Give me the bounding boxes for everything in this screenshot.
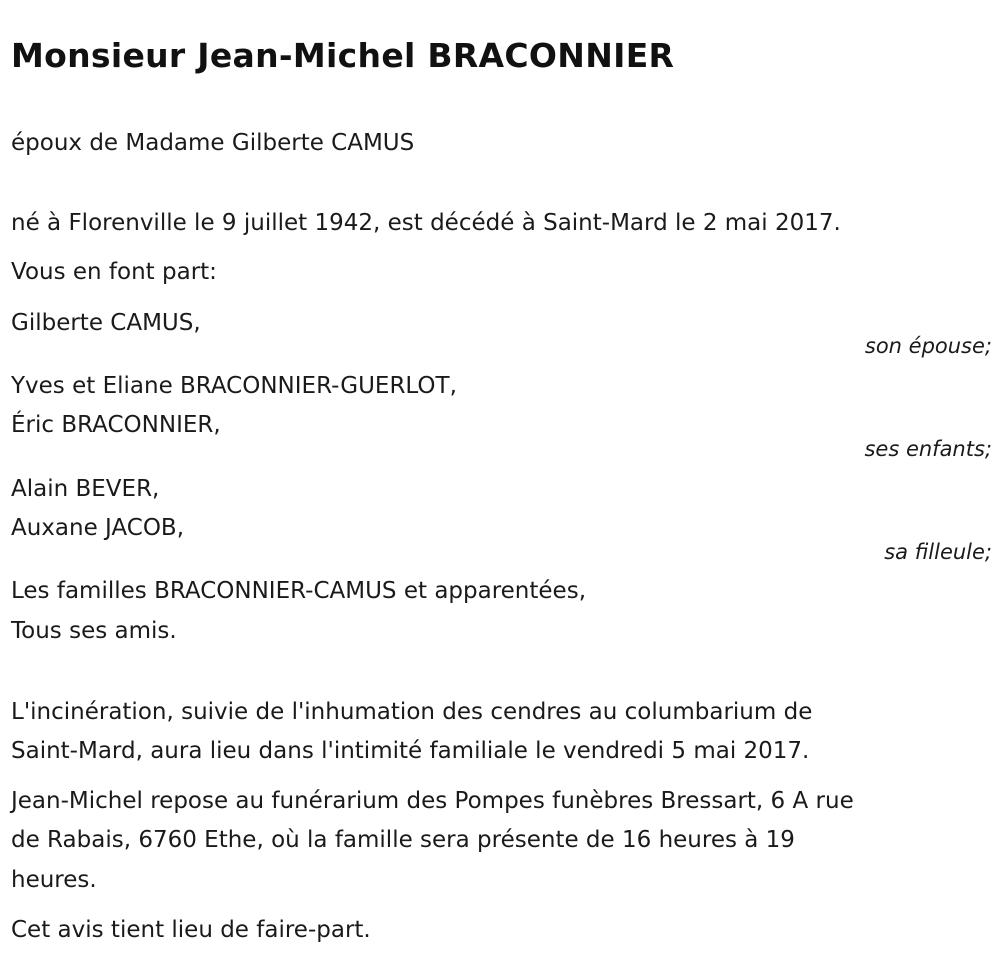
ceremony-line: Saint-Mard, aura lieu dans l'intimité familiale le vendredi 5 mai 2017. <box>11 738 810 764</box>
birth-death-line: né à Florenville le 9 juillet 1942, est décédé à Saint-Mard le 2 mai 2017. <box>11 210 841 236</box>
funerarium-line: Jean-Michel repose au funérarium des Pompes funèbres Bressart, 6 A rue <box>11 788 854 814</box>
mourner-name: Auxane JACOB, <box>11 515 185 541</box>
mourner-name: Alain BEVER, <box>11 476 160 502</box>
mourner-name: Éric BRACONNIER, <box>11 412 221 438</box>
closing-line: Cet avis tient lieu de faire-part. <box>11 917 371 943</box>
funerarium-line: heures. <box>11 867 97 893</box>
mourner-name: Yves et Eliane BRACONNIER-GUERLOT, <box>11 373 457 399</box>
funerarium-line: de Rabais, 6760 Ethe, où la famille sera présente de 16 heures à 19 <box>11 827 795 853</box>
spouse-line: époux de Madame Gilberte CAMUS <box>11 130 415 156</box>
friends-line: Tous ses amis. <box>11 618 177 644</box>
mourner-name: Gilberte CAMUS, <box>11 310 201 336</box>
page-title: Monsieur Jean-Michel BRACONNIER <box>11 36 675 75</box>
families-line: Les familles BRACONNIER-CAMUS et apparentées, <box>11 578 586 604</box>
announce-intro: Vous en font part: <box>11 259 217 285</box>
relationship-label: son épouse; <box>864 334 992 358</box>
ceremony-line: L'incinération, suivie de l'inhumation des cendres au columbarium de <box>11 699 813 725</box>
relationship-label: sa filleule; <box>884 540 992 564</box>
relationship-label: ses enfants; <box>864 437 992 461</box>
